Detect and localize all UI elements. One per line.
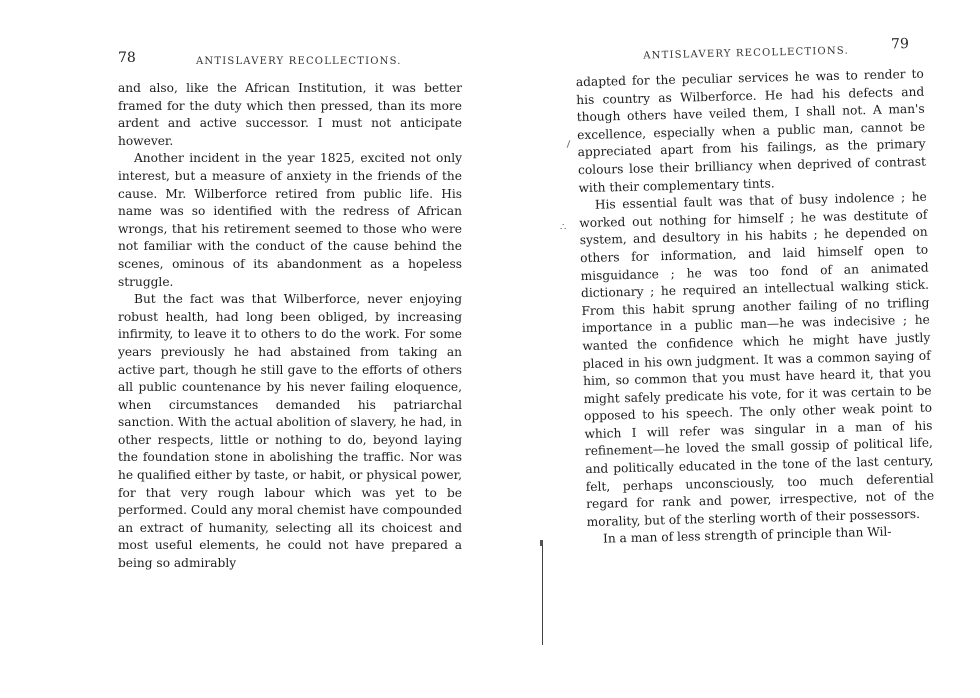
paragraph: Another incident in the year 1825, excited not only interest, but a measure of anxiety in the friends of the cause. Mr. Wilberforce retired from public life. His name was so identified with the redress of African wrongs, that his retirement seemed to those who were not familiar with the conduct of the cause behind the scenes, ominous of its abandonment as a hopeless struggle. [118,151,462,289]
right-page [490,0,980,692]
paragraph: adapted for the peculiar services he was to render to his country as Wilberforce. He had his defects and though others have veiled them, I shall not. A man's excellence, especially when a public man, cannot be appreciated apart from his failings, as the primary colours lose their brilliancy when deprived of contrast with their complementary tints. [575,66,927,195]
running-head: ANTISLAVERY RECOLLECTIONS. [196,56,402,67]
paragraph: In a man of less strength of principle than Wil- [602,525,892,547]
margin-mark: ∴ [560,222,567,233]
page-number: 78 [118,50,136,66]
running-head: ANTISLAVERY RECOLLECTIONS. [643,45,850,62]
left-page [0,0,490,692]
paragraph: His essential fault was that of busy indolence ; he worked out nothing for himself ; he was destitute of system, and desultory in his habits ; he depended on others for information, and laid himself open to misguidance ; he was too fond of an animated dictionary ; he required an intellectual walking stick. From this habit sprung another failing of no trifling importance in a public man—he was indecisive ; he wanted the confidence which he might have justly placed in his own judgment. It was a common saying of him, so common that you must have heard it, that you might safely predicate his vote, for it was certain to be opposed to his speech. The only other weak point to which I will refer was singular in a man of his refinement—he loved the small gossip of political life, and politically educated in the tone of the last century, felt, perhaps unconsciously, too much deferential regard for rank and power, irrespective, not of the morality, but of the sterling worth of their possessors. [579,189,935,529]
body-text [118,80,462,573]
paragraph: and also, like the African Institution, it was better framed for the duty which then pressed, than its more ardent and active successor. I must not anticipate however. [118,81,462,148]
paragraph: But the fact was that Wilberforce, never enjoying robust health, had long been obliged, by increasing infirmity, to leave it to others to do the work. For some years previously he had abstained from taking an active part, though he still gave to the efforts of others all public countenance by his never failing eloquence, when circumstances demanded his patriarchal sanction. With the actual abolition of slavery, he had, in other respects, little or nothing to do, beyond laying the foundation stone in abolishing the traffic. Nor was he qualified either by taste, or habit, or physical power, for that very rough labour which was yet to be performed. Could any moral chemist have compounded an extract of humanity, selecting all its choicest and most useful elements, he could not have prepared a being so admirably [118,292,462,571]
body-text [576,66,936,549]
page-number: 79 [890,36,910,53]
